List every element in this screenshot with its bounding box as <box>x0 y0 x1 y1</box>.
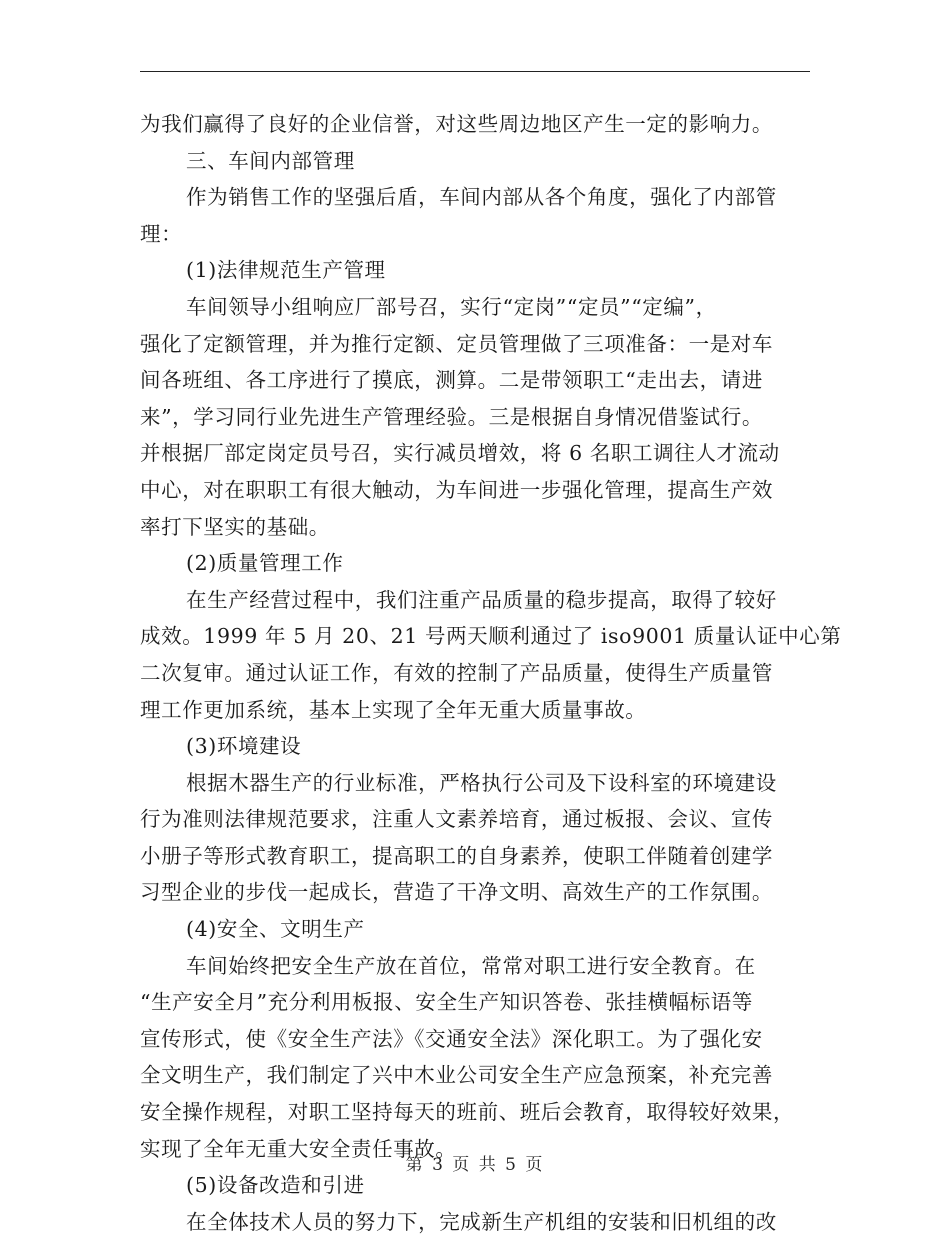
text-line: 并根据厂部定岗定员号召，实行减员增效，将 6 名职工调往人才流动 <box>140 441 780 466</box>
document-body <box>140 106 842 1240</box>
text-line: 中心，对在职职工有很大触动，为车间进一步强化管理，提高生产效 <box>140 477 773 502</box>
text-line: 习型企业的步伐一起成长，营造了干净文明、高效生产的工作氛围。 <box>140 880 773 905</box>
text-line: 理工作更加系统，基本上实现了全年无重大质量事故。 <box>140 697 647 722</box>
text-line: 实现了全年无重大安全责任事故。 <box>140 1136 457 1161</box>
text-line: 安全操作规程，对职工坚持每天的班前、班后会教育，取得较好效果， <box>140 1100 795 1125</box>
section-heading: 三、车间内部管理 <box>186 148 355 173</box>
text-line: “生产安全月”充分利用板报、安全生产知识答卷、张挂横幅标语等 <box>140 990 753 1015</box>
subsection-heading: (3)环境建设 <box>186 734 302 759</box>
text-line: 车间领导小组响应厂部号召，实行“定岗”“定员”“定编”， <box>186 294 717 319</box>
text-line: 间各班组、各工序进行了摸底，测算。二是带领职工“走出去，请进 <box>140 368 763 393</box>
text-line: 车间始终把安全生产放在首位，常常对职工进行安全教育。在 <box>186 953 756 978</box>
text-line: 在全体技术人员的努力下，完成新生产机组的安装和旧机组的改 <box>186 1209 777 1234</box>
text-line: 为我们赢得了良好的企业信誉，对这些周边地区产生一定的影响力。 <box>140 112 773 136</box>
text-line: 在生产经营过程中，我们注重产品质量的稳步提高，取得了较好 <box>186 587 777 612</box>
text-line: 成效。1999 年 5 月 20、21 号两天顺利通过了 iso9001 质量认证中心第 <box>140 624 842 649</box>
page-number: 第 3 页 共 5 页 <box>405 1155 545 1175</box>
text-line: 强化了定额管理，并为推行定额、定员管理做了三项准备：一是对车 <box>140 331 773 356</box>
text-line: 行为准则法律规范要求，注重人文素养培育，通过板报、会议、宣传 <box>140 807 773 832</box>
text-line: 理： <box>140 221 183 246</box>
subsection-heading: (4)安全、文明生产 <box>186 917 365 942</box>
text-line: 全文明生产，我们制定了兴中木业公司安全生产应急预案，补充完善 <box>140 1063 773 1088</box>
text-line: 宣传形式，使《安全生产法》《交通安全法》深化职工。为了强化安 <box>140 1026 763 1051</box>
header-rule <box>140 71 810 72</box>
text-line: 率打下坚实的基础。 <box>140 514 330 539</box>
subsection-heading: (2)质量管理工作 <box>186 551 344 576</box>
text-line: 来”，学习同行业先进生产管理经验。三是根据自身情况借鉴试行。 <box>140 404 763 429</box>
text-line: 小册子等形式教育职工，提高职工的自身素养，使职工伴随着创建学 <box>140 843 773 868</box>
page-footer <box>0 1150 950 1175</box>
subsection-heading: (1)法律规范生产管理 <box>186 258 386 283</box>
text-line: 根据木器生产的行业标准，严格执行公司及下设科室的环境建设 <box>186 770 777 795</box>
text-line: 二次复审。通过认证工作，有效的控制了产品质量，使得生产质量管 <box>140 660 773 685</box>
subsection-heading: (5)设备改造和引进 <box>186 1173 365 1198</box>
text-line: 作为销售工作的坚强后盾，车间内部从各个角度，强化了内部管 <box>186 185 777 210</box>
